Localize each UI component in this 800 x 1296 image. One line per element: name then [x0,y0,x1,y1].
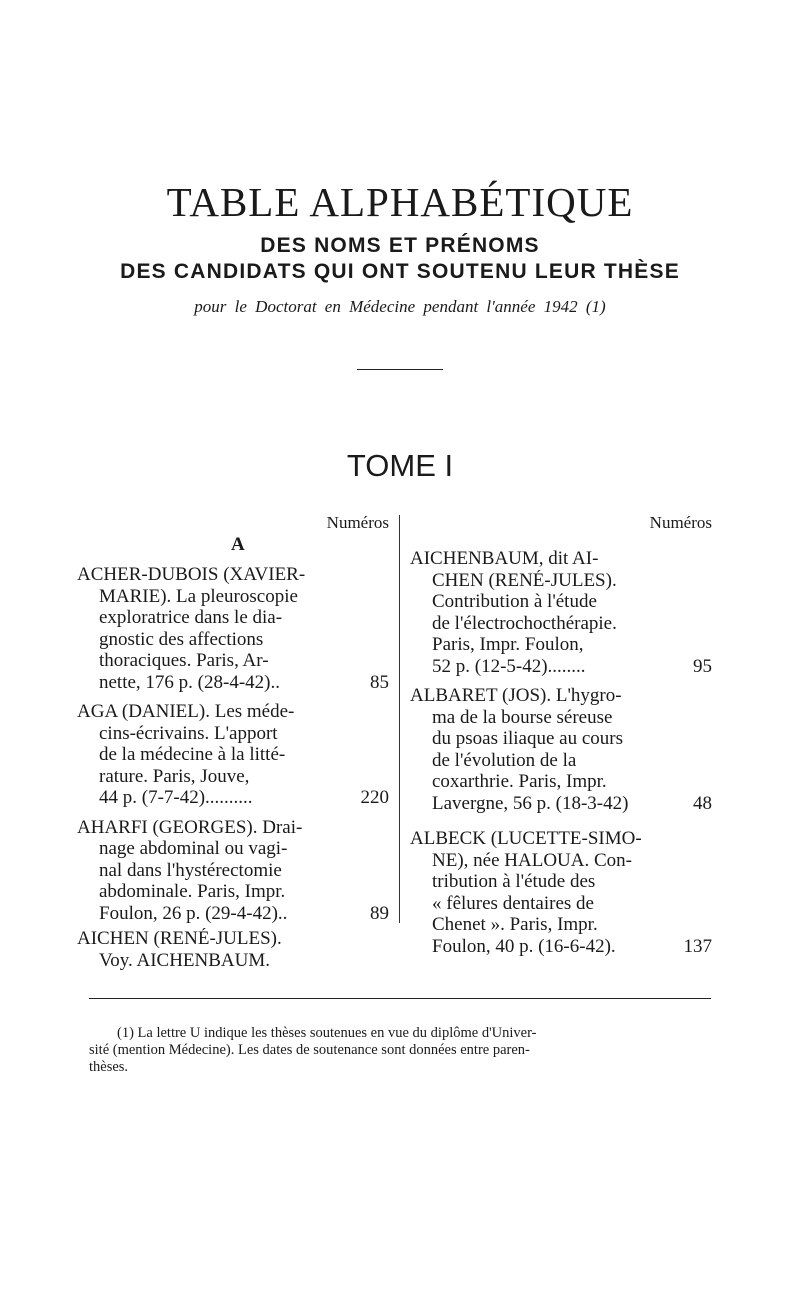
entry-line: Lavergne, 56 p. (18-3-42) [432,792,629,814]
section-letter: A [231,534,245,555]
entry-line: 52 p. (12-5-42)........ [432,655,586,677]
subtitle-line-1: DES NOMS ET PRÉNOMS [260,234,540,257]
entry-line: ma de la bourse séreuse [432,706,613,728]
entry-line: Paris, Impr. Foulon, [432,634,584,655]
index-entry [77,701,389,809]
short-divider [357,369,443,370]
entry-line: AICHENBAUM, dit AI- [410,548,599,569]
entry-line: Voy. AICHENBAUM. [99,949,271,971]
entry-line: AICHEN (RENÉ-JULES). [77,928,282,949]
entry-line: nette, 176 p. (28-4-42).. [99,671,280,693]
entry-line: cins-écrivains. L'apport [99,722,278,744]
thesis-number: 220 [360,787,389,808]
entry-line: Contribution à l'étude [432,591,597,612]
index-entry [77,564,389,693]
entry-line: de la médecine à la litté- [99,744,286,765]
footnote-line: thèses. [89,1059,129,1075]
entry-line: Chenet ». Paris, Impr. [432,914,598,935]
thesis-number: 48 [693,792,712,814]
index-entry [77,817,389,925]
entry-line: ALBECK (LUCETTE-SIMO- [410,828,642,849]
thesis-number: 95 [693,655,712,677]
page-title: TABLE ALPHABÉTIQUE [166,179,634,225]
subtitle-line-3: pour le Doctorat en Médecine pendant l'année 1942 (1) [194,297,606,316]
tome-heading: TOME I [346,448,454,483]
entry-line: abdominale. Paris, Impr. [99,881,286,902]
thesis-number: 85 [370,671,389,693]
entry-line: NE), née HALOUA. Con- [432,849,632,871]
footnote-line: (1) La lettre U indique les thèses soutenues en vue du diplôme d'Univer- [117,1025,537,1041]
footnote-divider [89,998,711,999]
entry-line: CHEN (RENÉ-JULES). [432,569,617,591]
left-column [77,512,389,971]
entry-line: nal dans l'hystérectomie [99,859,282,881]
entry-line: Foulon, 26 p. (29-4-42).. [99,902,288,924]
entry-line: rature. Paris, Jouve, [99,765,250,787]
entry-line: de l'électrochocthérapie. [432,612,617,634]
entry-line: Foulon, 40 p. (16-6-42). [432,935,616,957]
entry-line: exploratrice dans le dia- [99,607,283,628]
entry-line: tribution à l'étude des [432,871,596,892]
entry-line: de l'évolution de la [432,749,577,771]
entry-line: ALBARET (JOS). L'hygro- [410,685,622,706]
entry-line: MARIE). La pleuroscopie [99,585,298,607]
index-entry [410,828,712,957]
index-entry [77,928,389,971]
numeros-header-right: Numéros [649,513,712,532]
subtitle-line-2: DES CANDIDATS QUI ONT SOUTENU LEUR THÈSE [120,260,680,283]
entry-line: AHARFI (GEORGES). Drai- [77,816,303,838]
thesis-number: 137 [683,935,712,957]
entry-line: « fêlures dentaires de [432,892,594,914]
entry-line: AGA (DANIEL). Les méde- [77,701,295,722]
entry-line: ACHER-DUBOIS (XAVIER- [77,564,306,585]
entry-line: gnostic des affections [99,628,264,650]
column-divider [399,515,400,923]
entry-line: nage abdominal ou vagi- [99,838,288,859]
thesis-number: 89 [370,902,389,924]
index-entry [410,548,712,677]
right-column [410,512,712,957]
entry-line: 44 p. (7-7-42).......... [99,787,253,808]
footnote [89,1025,711,1076]
footnote-line: sité (mention Médecine). Les dates de soutenance sont données entre paren- [89,1042,530,1058]
index-entry [410,685,712,814]
entry-line: coxarthrie. Paris, Impr. [432,771,607,792]
entry-line: du psoas iliaque au cours [432,728,624,749]
entry-line: thoraciques. Paris, Ar- [99,650,269,671]
numeros-header-left: Numéros [326,513,389,532]
